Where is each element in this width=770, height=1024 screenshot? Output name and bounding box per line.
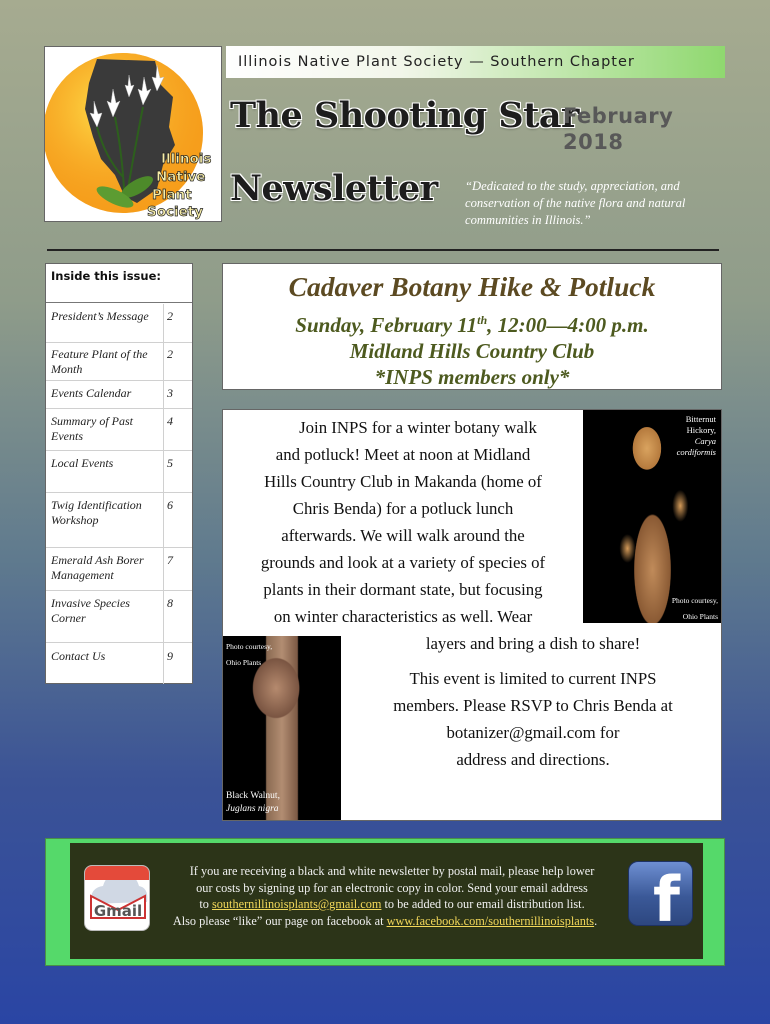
toc-item-label: Emerald Ash Borer Management	[51, 553, 144, 582]
body-line: Chris Benda) for a potluck lunch	[292, 499, 514, 518]
header-divider	[47, 249, 719, 251]
photo-credit	[226, 639, 272, 671]
toc-item-page: 9	[167, 649, 173, 663]
toc-item-page: 2	[167, 347, 173, 361]
logo-text-native: Native	[156, 169, 206, 185]
toc-item-page: 6	[167, 498, 173, 512]
body-line: and potluck! Meet at noon at Midland	[275, 445, 531, 464]
toc-item-label: Contact Us	[51, 649, 106, 663]
photo-caption	[226, 790, 280, 816]
body-line: This event is limited to current INPS	[409, 669, 657, 688]
inside-this-issue-box	[45, 263, 193, 684]
body-line: grounds and look at a variety of species of	[260, 553, 546, 572]
issue-month: February	[563, 104, 674, 128]
issue-year: 2018	[563, 130, 624, 154]
event-date	[223, 307, 721, 338]
society-logo	[44, 46, 222, 222]
toc-item-page: 4	[167, 414, 173, 428]
toc-divider	[46, 408, 192, 409]
toc-item-page: 2	[167, 309, 173, 323]
footer-line-prefix: to	[199, 897, 212, 911]
event-date-main: Sunday, February 11	[295, 313, 478, 337]
photo-caption-name: Bitternut	[685, 414, 716, 424]
footer-line-suffix: .	[594, 913, 598, 928]
footer-inner	[70, 843, 703, 959]
event-title: Cadaver Botany Hike & Potluck	[288, 271, 656, 302]
footer-line-prefix: Also please “like” our page on facebook at	[172, 913, 387, 928]
event-venue: Midland Hills Country Club	[349, 339, 595, 363]
facebook-icon[interactable]	[628, 861, 693, 936]
newsletter-title: The Shooting Star	[230, 95, 579, 136]
newsletter-title-line2: Newsletter	[230, 168, 438, 209]
event-feature-box	[222, 263, 722, 390]
logo-text-plant: Plant	[152, 187, 192, 203]
toc-divider	[46, 450, 192, 451]
photo-credit-line: Ohio Plants	[226, 658, 262, 667]
photo-caption-scientific: cordiformis	[676, 447, 716, 457]
toc-item-label: Local Events	[51, 456, 114, 470]
photo-caption-scientific: Juglans nigra	[226, 804, 279, 814]
toc-item-page: 7	[167, 553, 173, 567]
body-line: Join INPS for a winter botany walk	[299, 418, 537, 437]
photo-credit-line: Photo courtesy,	[226, 642, 273, 651]
footer-banner	[45, 838, 725, 966]
chapter-banner: Illinois Native Plant Society — Southern Chapter	[226, 46, 725, 78]
toc-divider	[46, 547, 192, 548]
toc-divider	[46, 492, 192, 493]
logo-text-illinois: Illinois	[161, 151, 212, 167]
body-line: members. Please RSVP to Chris Benda at	[393, 696, 673, 715]
toc-item-label: President’s Message	[51, 309, 149, 323]
society-motto: “Dedicated to the study, appreciation, and conservation of the native flora and natural communities in Illinois.”	[465, 179, 686, 227]
event-time: , 12:00—4:00 p.m.	[487, 313, 649, 337]
footer-line	[162, 896, 622, 913]
photo-credit-line: Ohio Plants	[682, 612, 718, 621]
photo-caption-name: Hickory,	[686, 425, 716, 435]
toc-item-label: Twig Identification Workshop	[51, 498, 142, 527]
photo-caption-name: Black Walnut,	[226, 791, 280, 801]
body-line: address and directions.	[456, 750, 610, 769]
toc-item-label: Invasive Species Corner	[51, 596, 130, 625]
toc-item-label: Summary of Past Events	[51, 414, 133, 443]
event-description-box	[222, 409, 722, 821]
body-line: botanizer@gmail.com for	[446, 723, 620, 742]
body-line: on winter characteristics as well. Wear	[273, 607, 533, 626]
toc-item-page: 8	[167, 596, 173, 610]
toc-divider	[46, 642, 192, 643]
photo-credit-line: Photo courtesy,	[671, 596, 718, 605]
body-line: plants in their dormant state, but focusing	[263, 580, 543, 599]
facebook-letter: f	[653, 863, 680, 936]
toc-divider	[46, 380, 192, 381]
toc-item-label: Events Calendar	[51, 386, 132, 400]
event-date-suffix: th	[477, 313, 488, 327]
body-line: layers and bring a dish to share!	[425, 634, 641, 653]
photo-credit	[672, 593, 718, 625]
photo-caption-scientific: Carya	[694, 436, 716, 446]
footer-line: our costs by signing up for an electronic copy in color. Send your email address	[196, 880, 588, 895]
toc-divider	[46, 590, 192, 591]
toc-divider	[46, 342, 192, 343]
gmail-label: Gmail	[93, 902, 143, 920]
toc-item-page: 3	[167, 386, 173, 400]
bitternut-hickory-photo	[583, 410, 722, 623]
footer-message	[162, 863, 622, 929]
photo-caption	[677, 414, 716, 458]
logo-text-society: Society	[147, 204, 204, 220]
footer-line: If you are receiving a black and white newsletter by postal mail, please help lower	[189, 864, 595, 878]
body-line: afterwards. We will walk around the	[281, 526, 525, 545]
toc-item-page: 5	[167, 456, 173, 470]
body-line: Hills Country Club in Makanda (home of	[264, 472, 542, 491]
footer-line	[148, 913, 622, 930]
toc-item-label: Feature Plant of the Month	[51, 347, 148, 376]
event-members-note: *INPS members only*	[374, 365, 570, 389]
email-link[interactable]: southernillinoisplants@gmail.com	[211, 897, 382, 911]
black-walnut-photo	[223, 636, 341, 821]
toc-heading: Inside this issue:	[46, 264, 192, 303]
gmail-icon[interactable]	[84, 865, 150, 931]
facebook-link[interactable]: www.facebook.com/southernillinoisplants	[386, 913, 595, 928]
footer-line-suffix: to be added to our email distribution list.	[381, 897, 585, 911]
toc-column-divider	[163, 304, 164, 684]
